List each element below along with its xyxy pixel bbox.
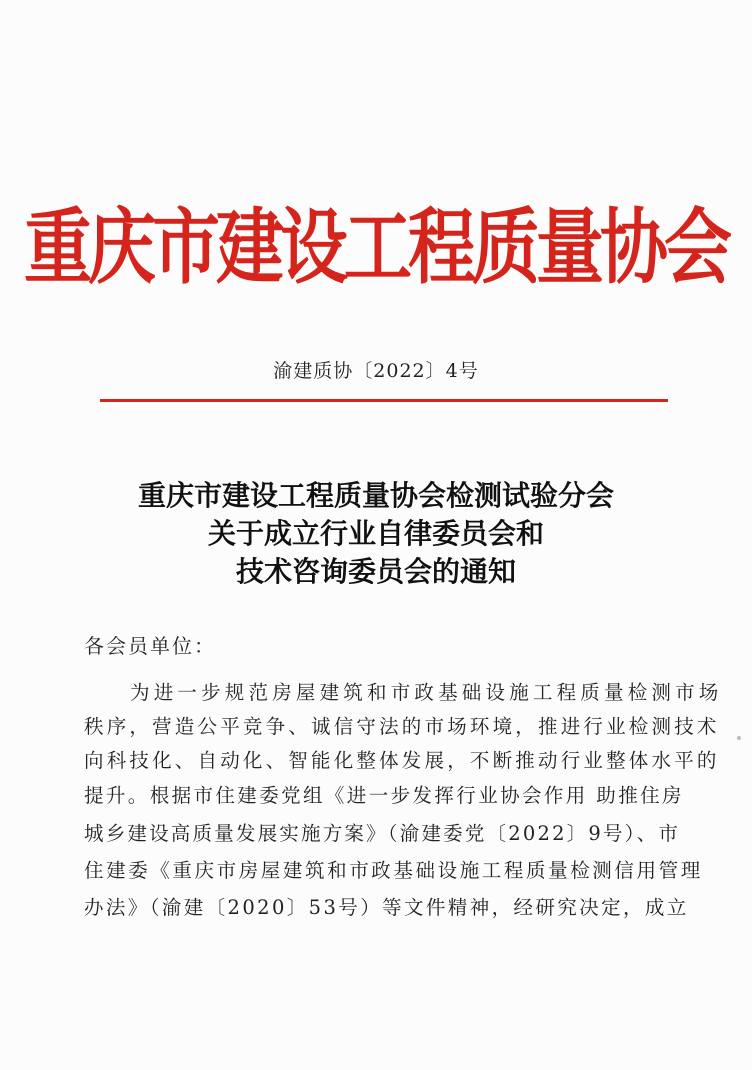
body-text-line: 为进一步规范房屋建筑和市政基础设施工程质量检测市场 <box>130 681 723 704</box>
body-text-line: 向科技化、自动化、智能化整体发展，不断推动行业整体水平的 <box>84 749 720 772</box>
scan-speck <box>737 736 741 740</box>
body-text-line: 秩序，营造公平竞争、诚信守法的市场环境，推进行业检测技术 <box>84 715 720 738</box>
red-divider-line <box>100 399 668 402</box>
body-text-line: 城乡建设高质量发展实施方案》（渝建委党〔2022〕9号）、市 <box>84 822 681 845</box>
body-text-line: 住建委《重庆市房屋建筑和市政基础设施工程质量检测信用管理 <box>84 859 703 882</box>
document-number: 渝建质协〔2022〕4号 <box>273 360 479 382</box>
notice-title-line-1: 重庆市建设工程质量协会检测试验分会 <box>137 479 614 512</box>
notice-title-line-2: 关于成立行业自律委员会和 <box>207 517 544 550</box>
salutation: 各会员单位： <box>84 634 216 658</box>
body-text-line: 提升。根据市住建委党组《进一步发挥行业协会作用 助推住房 <box>84 784 684 807</box>
notice-title-line-3: 技术咨询委员会的通知 <box>235 555 516 588</box>
body-text-line: 办法》（渝建〔2020〕53号）等文件精神，经研究决定，成立 <box>84 896 689 919</box>
org-masthead: 重庆市建设工程质量协会 <box>23 200 728 296</box>
